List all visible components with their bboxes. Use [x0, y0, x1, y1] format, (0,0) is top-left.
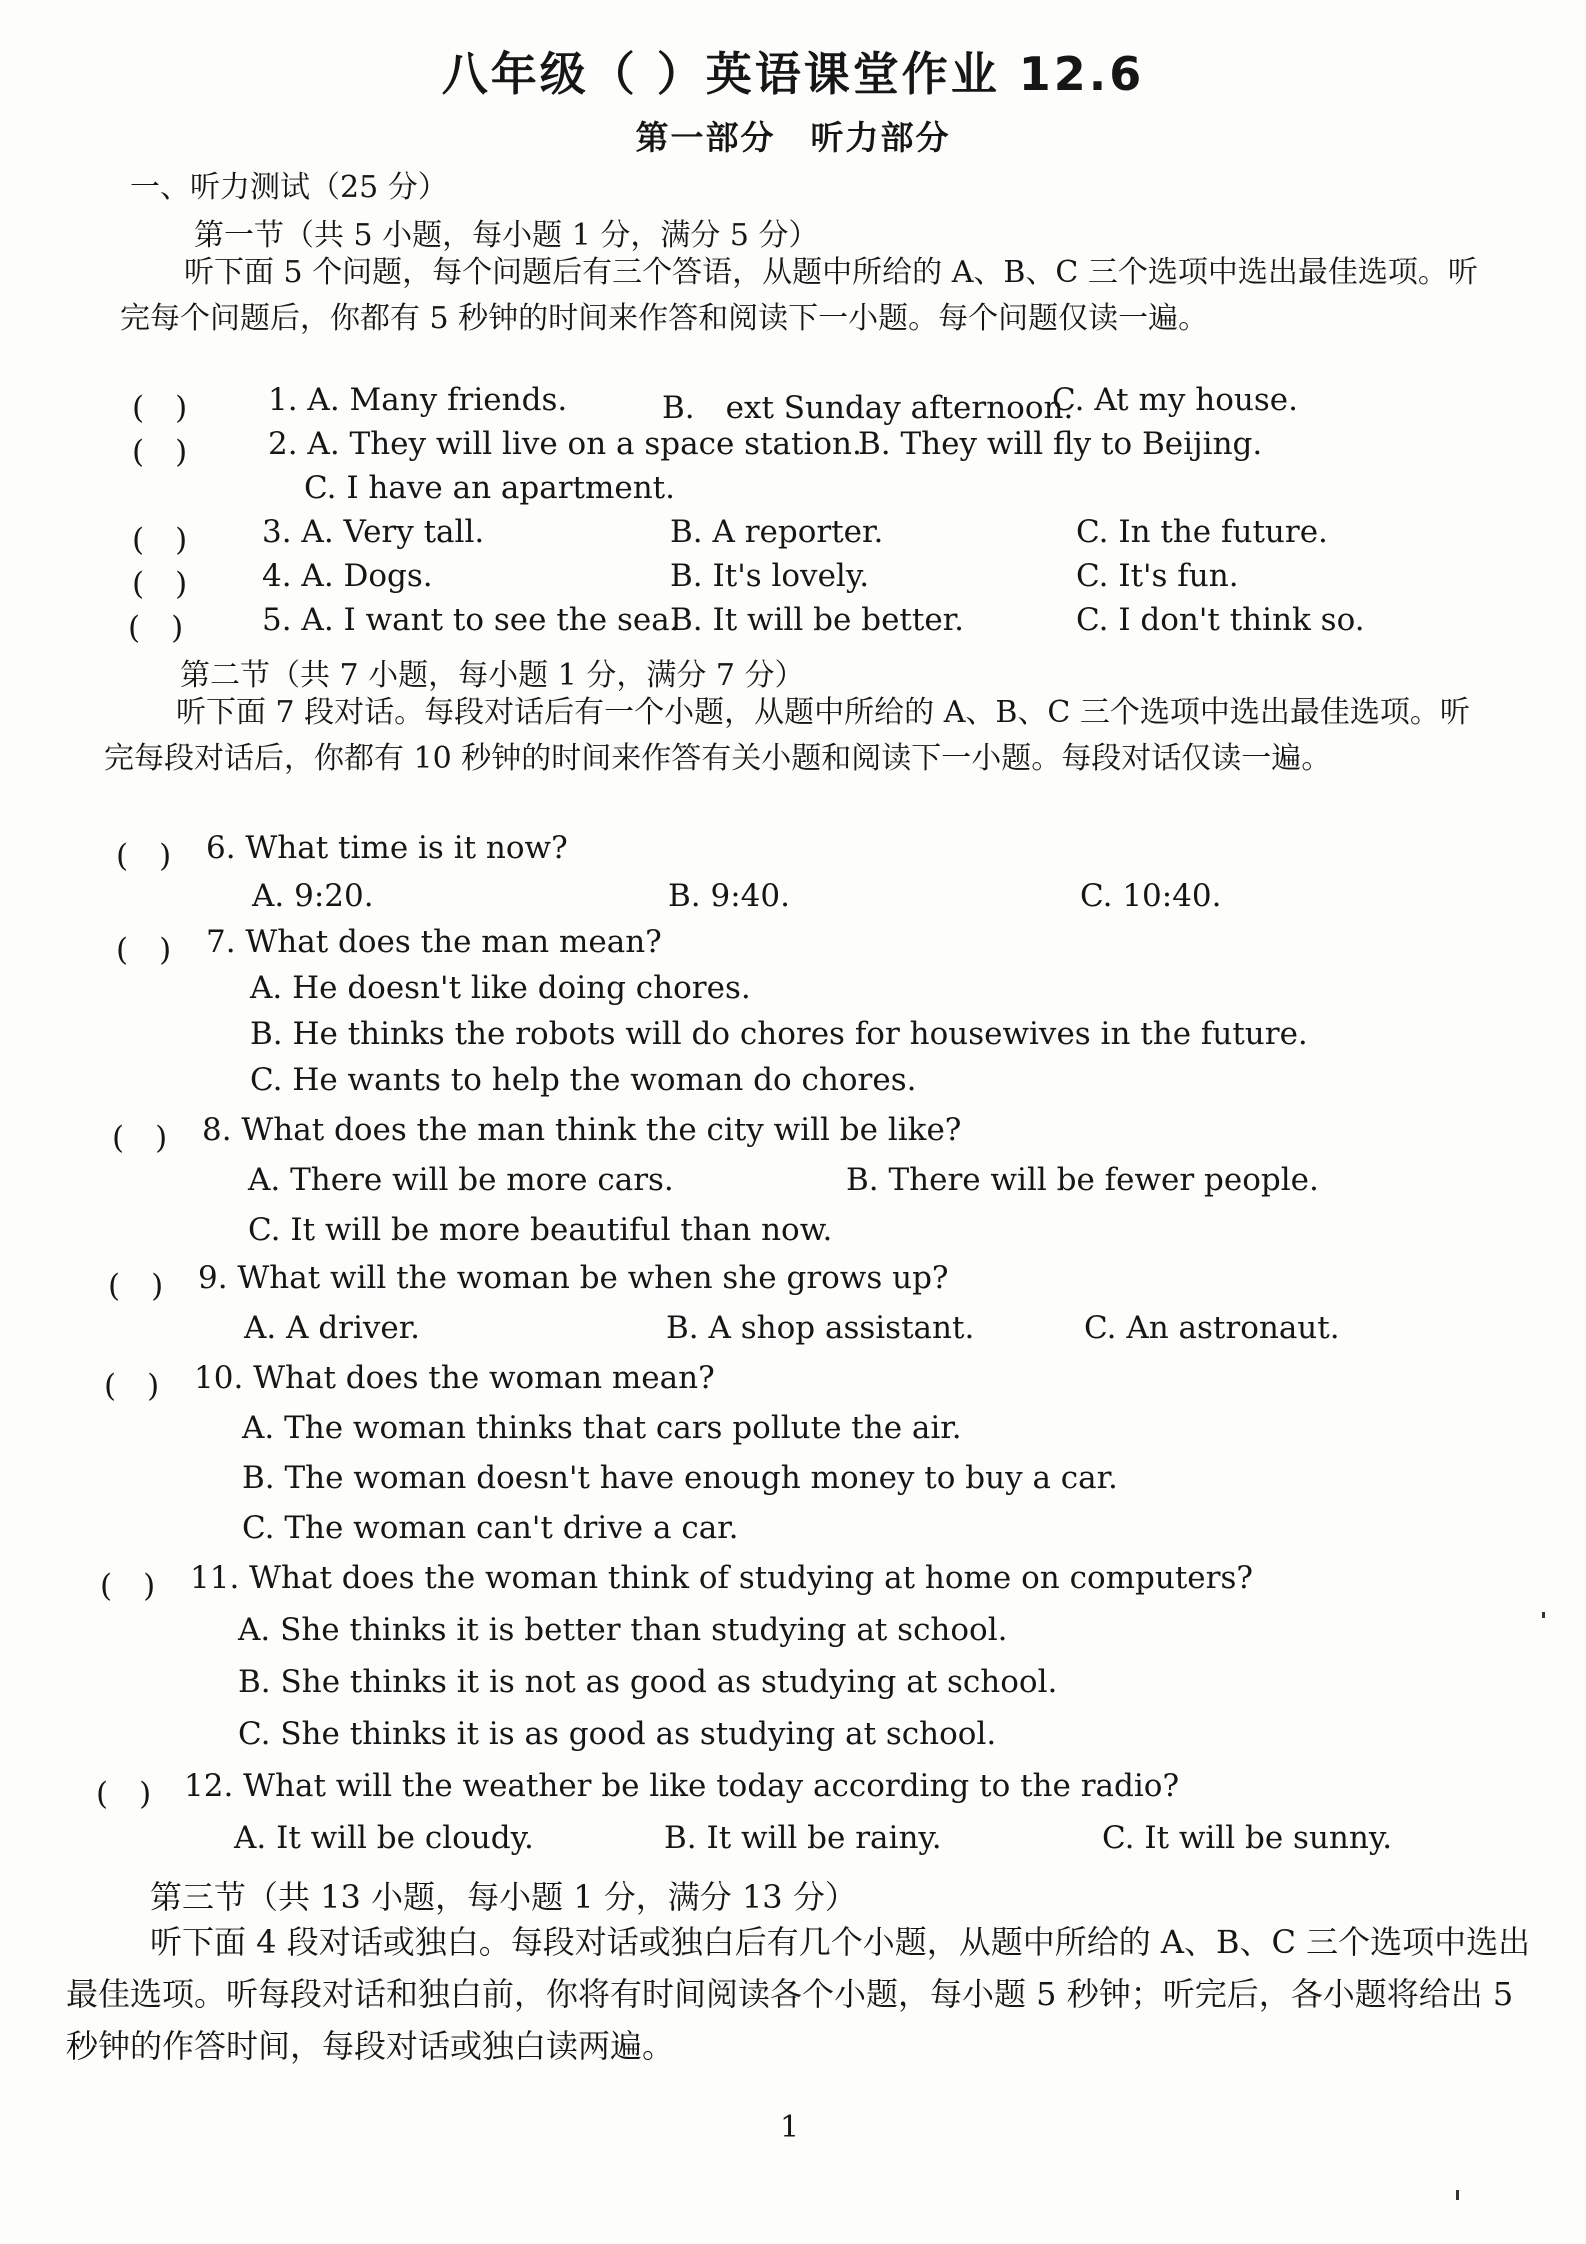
- option-c: C. It will be more beautiful than now.: [248, 1212, 833, 1248]
- option-b: B. The woman doesn't have enough money to buy a car.: [242, 1460, 1118, 1496]
- scan-speck: [1456, 2190, 1459, 2200]
- answer-bracket[interactable]: ( ): [132, 566, 188, 602]
- option-a: A. The woman thinks that cars pollute the air.: [242, 1410, 962, 1446]
- subsection-3-heading: 第三节（共 13 小题，每小题 1 分，满分 13 分）: [150, 1878, 857, 1916]
- option-a: 3. A. Very tall.: [262, 514, 485, 550]
- subsection-1-instructions: 听下面 5 个问题，每个问题后有三个答语，从题中所给的 A、B、C 三个选项中选出最佳选项。听完每个问题后，你都有 5 秒钟的时间来作答和阅读下一小题。每个问题仅读一遍。: [120, 255, 1478, 336]
- option-c: C. The woman can't drive a car.: [242, 1510, 739, 1546]
- option-b: B. He thinks the robots will do chores for housewives in the future.: [250, 1016, 1308, 1052]
- option-c: C. I have an apartment.: [304, 470, 675, 506]
- option-b: B. 9:40.: [668, 878, 790, 914]
- option-c: C. An astronaut.: [1084, 1310, 1340, 1346]
- option-b: B. There will be fewer people.: [846, 1162, 1319, 1198]
- part-title: 第一部分 听力部分: [635, 118, 951, 157]
- answer-bracket[interactable]: ( ): [112, 1120, 168, 1156]
- answer-bracket[interactable]: ( ): [116, 838, 172, 874]
- subsection-3-instructions: 听下面 4 段对话或独白。每段对话或独白后有几个小题，从题中所给的 A、B、C 三个选项中选出最佳选项。听每段对话和独白前，你将有时间阅读各个小题，每小题 5 秒钟；听完后，各小题将给出 5 秒钟的作答时间，每段对话或独白读两遍。: [66, 1923, 1531, 2065]
- option-a: A. 9:20.: [252, 878, 374, 914]
- page-number: 1: [780, 2110, 800, 2145]
- option-b: B. A reporter.: [670, 514, 884, 550]
- option-b: B. It will be rainy.: [664, 1820, 942, 1856]
- option-a: A. A driver.: [244, 1310, 421, 1346]
- answer-bracket[interactable]: ( ): [104, 1368, 160, 1404]
- option-a: 1. A. Many friends.: [268, 382, 568, 418]
- option-b: B. A shop assistant.: [666, 1310, 975, 1346]
- option-b: B. ext Sunday afternoon.: [662, 390, 1074, 426]
- option-c: C. It's fun.: [1076, 558, 1239, 594]
- question-stem: 10. What does the woman mean?: [194, 1360, 715, 1396]
- option-a: A. It will be cloudy.: [234, 1820, 534, 1856]
- answer-bracket[interactable]: ( ): [100, 1568, 156, 1604]
- subsection-1-heading: 第一节（共 5 小题，每小题 1 分，满分 5 分）: [194, 218, 819, 253]
- option-c: C. I don't think so.: [1076, 602, 1365, 638]
- page-title: 八年级（ ）英语课堂作业 12.6: [441, 47, 1145, 101]
- section-heading: 一、听力测试（25 分）: [130, 170, 448, 205]
- option-c: C. In the future.: [1076, 514, 1328, 550]
- answer-bracket[interactable]: ( ): [128, 610, 184, 646]
- option-b: B. It will be better.: [670, 602, 964, 638]
- option-b: B. It's lovely.: [670, 558, 870, 594]
- option-a: A. She thinks it is better than studying at school.: [238, 1612, 1008, 1648]
- question-stem: 12. What will the weather be like today according to the radio?: [184, 1768, 1180, 1804]
- option-c: C. At my house.: [1052, 382, 1298, 418]
- option-b: B. They will fly to Beijing.: [858, 426, 1263, 462]
- option-a: A. He doesn't like doing chores.: [250, 970, 751, 1006]
- answer-bracket[interactable]: ( ): [96, 1776, 152, 1812]
- answer-bracket[interactable]: ( ): [132, 434, 188, 470]
- answer-bracket[interactable]: ( ): [116, 932, 172, 968]
- option-b: B. She thinks it is not as good as studying at school.: [238, 1664, 1058, 1700]
- answer-bracket[interactable]: ( ): [132, 390, 188, 426]
- option-c: C. He wants to help the woman do chores.: [250, 1062, 917, 1098]
- option-c: C. She thinks it is as good as studying at school.: [238, 1716, 997, 1752]
- question-stem: 8. What does the man think the city will be like?: [202, 1112, 962, 1148]
- option-c: C. It will be sunny.: [1102, 1820, 1393, 1856]
- subsection-2-instructions: 听下面 7 段对话。每段对话后有一个小题，从题中所给的 A、B、C 三个选项中选出最佳选项。听完每段对话后，你都有 10 秒钟的时间来作答有关小题和阅读下一小题。每段对话仅读一遍。: [104, 695, 1470, 776]
- question-stem: 9. What will the woman be when she grows up?: [198, 1260, 949, 1296]
- option-c: C. 10:40.: [1080, 878, 1222, 914]
- answer-bracket[interactable]: ( ): [108, 1268, 164, 1304]
- subsection-2-heading: 第二节（共 7 小题，每小题 1 分，满分 7 分）: [180, 658, 805, 693]
- option-a: 4. A. Dogs.: [262, 558, 433, 594]
- question-stem: 11. What does the woman think of studying at home on computers?: [190, 1560, 1253, 1596]
- option-a: 2. A. They will live on a space station.: [268, 426, 862, 462]
- option-a: 5. A. I want to see the sea.: [262, 602, 680, 638]
- question-stem: 6. What time is it now?: [206, 830, 568, 866]
- option-a: A. There will be more cars.: [248, 1162, 674, 1198]
- scan-speck: [1542, 1612, 1545, 1618]
- answer-bracket[interactable]: ( ): [132, 522, 188, 558]
- question-stem: 7. What does the man mean?: [206, 924, 662, 960]
